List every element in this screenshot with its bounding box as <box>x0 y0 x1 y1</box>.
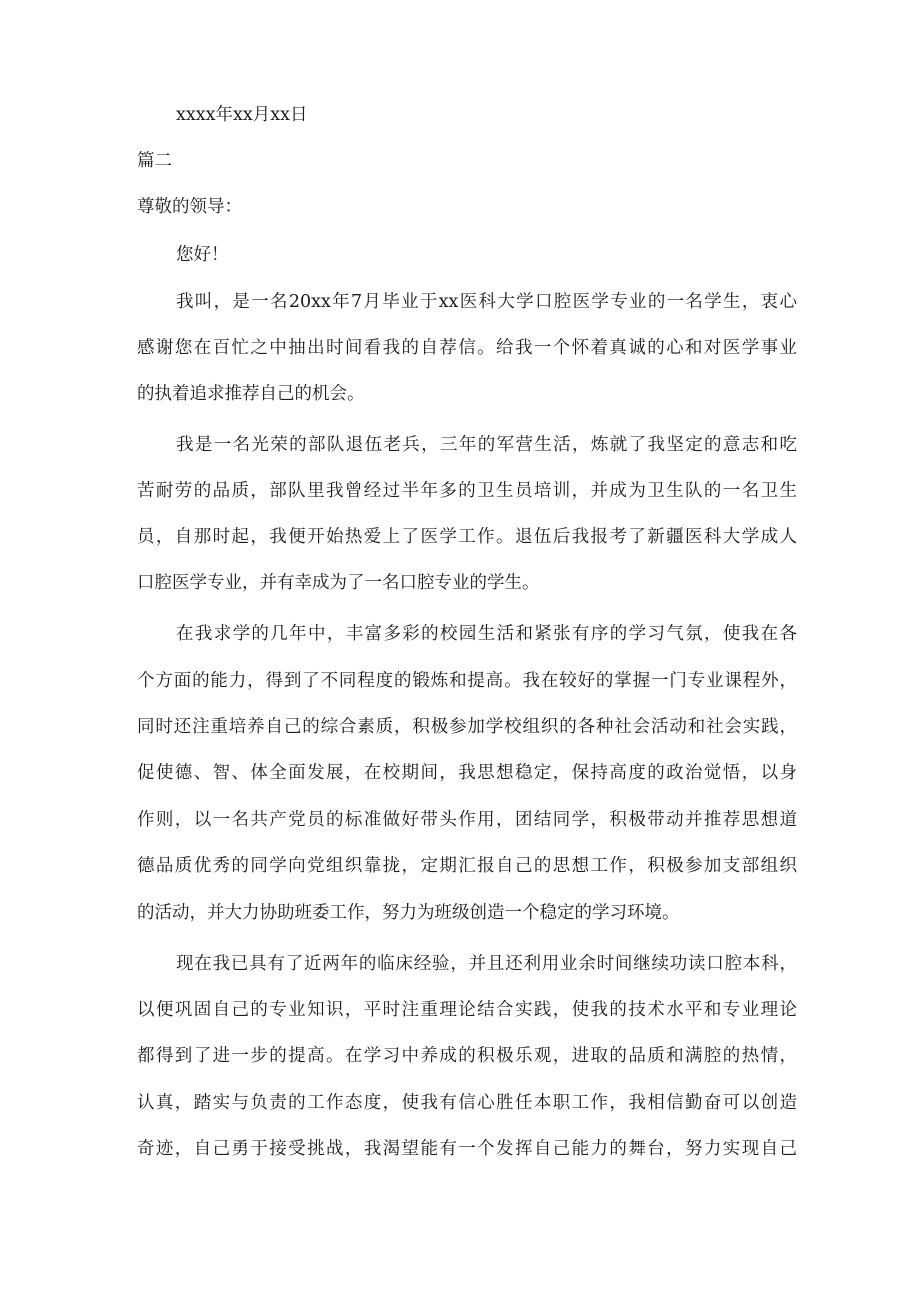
paragraph-2-line-4: 口腔医学专业，并有幸成为了一名口腔专业的学生。 <box>137 573 540 593</box>
paragraph-2-line-1: 我是一名光荣的部队退伍老兵，三年的军营生活，炼就了我坚定的意志和吃 <box>176 435 797 455</box>
paragraph-3-line-4: 促使德、智、体全面发展，在校期间，我思想稳定，保持高度的政治觉悟，以身 <box>137 763 797 783</box>
paragraph-3-line-1: 在我求学的几年中，丰富多彩的校园生活和紧张有序的学习气氛，使我在各 <box>176 624 797 644</box>
paragraph-4-line-5: 奇迹，自己勇于接受挑战，我渴望能有一个发挥自己能力的舞台，努力实现自己 <box>137 1139 797 1159</box>
paragraph-3-line-2: 个方面的能力，得到了不同程度的锻炼和提高。我在较好的掌握一门专业课程外， <box>137 671 797 691</box>
date-line: xxxx年xx月xx日 <box>176 105 308 125</box>
paragraph-1-line-1: 我叫，是一名20xx年7月毕业于xx医科大学口腔医学专业的一名学生，衷心 <box>176 292 797 312</box>
paragraph-3-line-7: 的活动，并大力协助班委工作，努力为班级创造一个稳定的学习环境。 <box>137 903 680 923</box>
paragraph-3-line-5: 作则，以一名共产党员的标准做好带头作用，团结同学，积极带动并推荐思想道 <box>137 810 797 830</box>
greeting: 您好！ <box>176 245 229 265</box>
paragraph-1-line-2: 感谢您在百忙之中抽出时间看我的自荐信。给我一个怀着真诚的心和对医学事业 <box>137 338 797 358</box>
paragraph-3-line-3: 同时还注重培养自己的综合素质，积极参加学校组织的各种社会活动和社会实践， <box>137 717 797 737</box>
paragraph-3-line-6: 德品质优秀的同学向党组织靠拢，定期汇报自己的思想工作，积极参加支部组织 <box>137 856 797 876</box>
salutation: 尊敬的领导： <box>137 197 242 217</box>
paragraph-2-line-2: 苦耐劳的品质，部队里我曾经过半年多的卫生员培训，并成为卫生队的一名卫生 <box>137 481 797 501</box>
paragraph-4-line-2: 以便巩固自己的专业知识，平时注重理论结合实践，使我的技术水平和专业理论 <box>137 1000 797 1020</box>
paragraph-4-line-1: 现在我已具有了近两年的临床经验，并且还利用业余时间继续功读口腔本科， <box>176 954 797 974</box>
paragraph-1-line-3: 的执着追求推荐自己的机会。 <box>137 384 365 404</box>
paragraph-4-line-3: 都得到了进一步的提高。在学习中养成的积极乐观，进取的品质和满腔的热情， <box>137 1046 797 1066</box>
paragraph-2-line-3: 员，自那时起，我便开始热爱上了医学工作。退伍后我报考了新疆医科大学成人 <box>137 527 797 547</box>
paragraph-4-line-4: 认真，踏实与负责的工作态度，使我有信心胜任本职工作，我相信勤奋可以创造 <box>137 1093 797 1113</box>
section-label: 篇二 <box>137 151 172 171</box>
